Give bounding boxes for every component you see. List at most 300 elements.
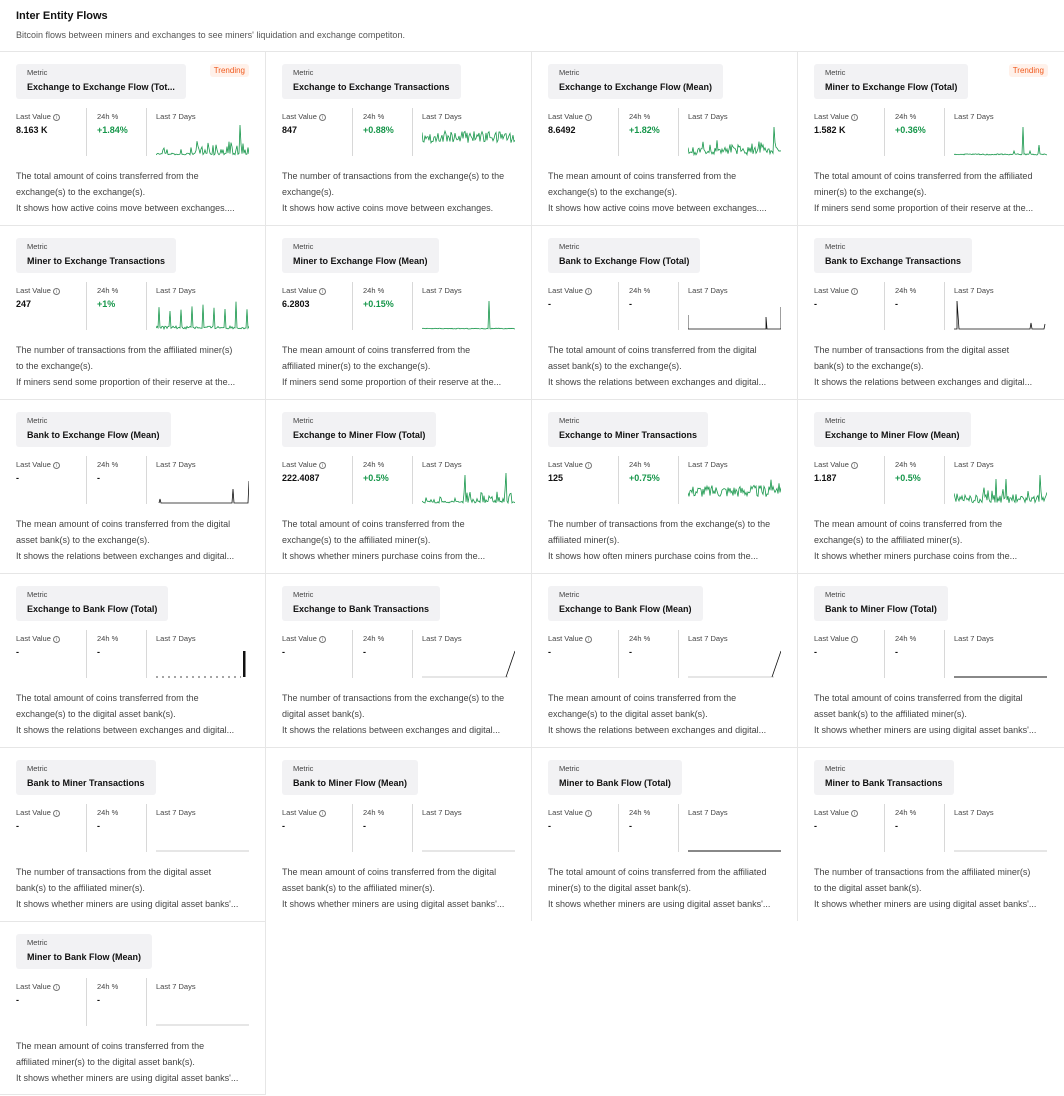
sparkline-chart [156,298,249,330]
last-value-label-text: Last Value [282,112,317,121]
metric-title-box[interactable] [814,238,972,273]
info-icon[interactable]: i [851,810,858,817]
last-7-days-label: Last 7 Days [954,460,994,469]
description-line: It shows the relations between exchanges and digital... [814,377,1033,387]
divider [884,108,885,156]
info-icon[interactable]: i [319,462,326,469]
metric-card[interactable] [266,399,532,573]
metric-caption: Metric [27,938,48,947]
description-line: exchange(s) to the exchange(s). [548,187,678,197]
divider [944,282,945,330]
sparkline-chart [156,820,249,852]
last-value-label-text: Last Value [16,286,51,295]
divider [352,456,353,504]
last-value: - [814,647,817,657]
description-line: asset bank(s) to the exchange(s). [548,361,682,371]
description-line: exchange(s) to the exchange(s). [16,187,146,197]
last-value: - [548,299,551,309]
last-value: 1.187 [814,473,837,483]
metric-name: Miner to Bank Flow (Total) [559,778,671,788]
description-line: The total amount of coins transferred from the [16,171,199,181]
divider [146,630,147,678]
info-icon[interactable]: i [851,636,858,643]
last-value-label-text: Last Value [814,286,849,295]
info-icon[interactable]: i [585,462,592,469]
divider [146,978,147,1026]
metric-card[interactable] [0,921,266,1095]
divider [86,108,87,156]
info-icon[interactable]: i [585,288,592,295]
divider [86,282,87,330]
divider [86,804,87,852]
metric-caption: Metric [825,416,846,425]
description-line: It shows the relations between exchanges and digital... [548,377,767,387]
info-icon[interactable]: i [53,984,60,991]
metric-description [548,690,782,738]
metric-title-box[interactable] [814,760,954,795]
divider [678,804,679,852]
divider [884,282,885,330]
description-line: The number of transactions from the affiliated miner(s) [16,345,233,355]
last-value-label [548,808,592,817]
last-value: 6.2803 [282,299,310,309]
description-line: It shows whether miners are using digital asset banks'... [282,899,505,909]
description-line: The mean amount of coins transferred from the digital [16,519,231,529]
last-value-label [282,808,326,817]
last-7-days-label: Last 7 Days [954,634,994,643]
change-24h-value: +1.82% [629,125,660,135]
metric-title-box[interactable] [16,412,171,447]
change-24h-label: 24h % [97,634,119,643]
last-value-label-text: Last Value [814,808,849,817]
metric-name: Exchange to Bank Flow (Mean) [559,604,692,614]
change-24h-label: 24h % [97,808,119,817]
description-line: It shows the relations between exchanges and digital... [282,725,501,735]
change-24h-label: 24h % [97,460,119,469]
description-line: It shows whether miners purchase coins from the... [814,551,1018,561]
last-value-label-text: Last Value [16,112,51,121]
metric-title-box[interactable] [548,238,700,273]
description-line: asset bank(s) to the affiliated miner(s). [814,709,967,719]
sparkline-chart [954,646,1047,678]
metric-title-box[interactable] [282,64,461,99]
metric-card[interactable] [266,573,532,747]
change-24h-value: - [97,821,100,831]
metric-name: Exchange to Miner Transactions [559,430,698,440]
metric-caption: Metric [293,764,314,773]
last-value-label [548,634,592,643]
last-value: 8.6492 [548,125,576,135]
last-value-label [814,634,858,643]
metric-card[interactable] [266,225,532,399]
metric-name: Bank to Miner Flow (Mean) [293,778,408,788]
metric-name: Miner to Bank Flow (Mean) [27,952,142,962]
metric-card[interactable] [798,225,1064,399]
metric-name: Exchange to Bank Transactions [293,604,430,614]
change-24h-label: 24h % [97,982,119,991]
metric-caption: Metric [559,242,580,251]
description-line: miner(s) to the exchange(s). [814,187,927,197]
description-line: digital asset bank(s). [282,709,365,719]
metric-card[interactable] [0,399,266,573]
divider [412,804,413,852]
change-24h-value: - [895,647,898,657]
metric-caption: Metric [559,68,580,77]
info-icon[interactable]: i [53,288,60,295]
change-24h-value: - [895,821,898,831]
metric-description [814,690,1048,738]
divider [884,630,885,678]
metric-name: Miner to Exchange Flow (Mean) [293,256,428,266]
sparkline-chart [688,820,781,852]
divider [86,978,87,1026]
metric-card[interactable] [266,51,532,225]
last-value-label-text: Last Value [16,634,51,643]
change-24h-label: 24h % [97,286,119,295]
sparkline-chart [422,820,515,852]
last-7-days-label: Last 7 Days [422,286,462,295]
last-7-days-label: Last 7 Days [422,112,462,121]
last-value: - [548,821,551,831]
description-line: It shows the relations between exchanges and digital... [548,725,767,735]
info-icon[interactable]: i [851,114,858,121]
description-line: The total amount of coins transferred from the [282,519,465,529]
metric-name: Exchange to Exchange Transactions [293,82,450,92]
page-subtitle: Bitcoin flows between miners and exchanges to see miners' liquidation and exchange competiton. [16,30,405,40]
description-line: to the digital asset bank(s). [814,883,922,893]
divider [352,282,353,330]
sparkline-chart [954,298,1047,330]
description-line: affiliated miner(s) to the exchange(s). [282,361,431,371]
metric-title-box[interactable] [814,412,971,447]
metric-card[interactable] [0,747,266,921]
last-value: 847 [282,125,298,135]
change-24h-value: +1.84% [97,125,128,135]
divider [678,282,679,330]
metric-title-box[interactable] [16,64,186,99]
description-line: exchange(s) to the digital asset bank(s). [16,709,176,719]
last-value-label [814,808,858,817]
divider [618,804,619,852]
metric-description [16,516,250,564]
description-line: The total amount of coins transferred from the affiliated [814,171,1033,181]
description-line: exchange(s) to the affiliated miner(s). [282,535,431,545]
divider [678,108,679,156]
metric-card[interactable] [798,573,1064,747]
metric-name: Exchange to Exchange Flow (Mean) [559,82,713,92]
last-value: - [16,647,19,657]
metric-name: Bank to Miner Flow (Total) [825,604,937,614]
divider [146,804,147,852]
change-24h-value: +0.15% [363,299,394,309]
sparkline-chart [688,124,781,156]
metric-title-box[interactable] [548,64,723,99]
divider [678,456,679,504]
metric-title-box[interactable] [548,586,703,621]
description-line: It shows whether miners are using digital asset banks'... [814,899,1037,909]
description-line: The number of transactions from the digital asset [814,345,1010,355]
metric-title-box[interactable] [282,238,439,273]
description-line: If miners send some proportion of their reserve at the... [282,377,502,387]
description-line: The total amount of coins transferred from the affiliated [548,867,767,877]
description-line: The mean amount of coins transferred from the [814,519,1003,529]
last-value-label [16,112,60,121]
description-line: It shows whether miners are using digital asset banks'... [16,1073,239,1083]
metric-description [548,864,782,912]
metric-name: Bank to Exchange Flow (Mean) [27,430,160,440]
metric-caption: Metric [559,764,580,773]
info-icon[interactable]: i [585,114,592,121]
last-value-label-text: Last Value [16,460,51,469]
metric-caption: Metric [293,590,314,599]
sparkline-chart [422,298,515,330]
description-line: It shows the relations between exchanges and digital... [16,551,235,561]
info-icon[interactable]: i [851,288,858,295]
description-line: It shows how often miners purchase coins from the... [548,551,759,561]
metric-name: Miner to Bank Transactions [825,778,943,788]
metric-name: Exchange to Exchange Flow (Tot... [27,82,175,92]
last-value-label [282,112,326,121]
change-24h-value: - [895,299,898,309]
description-line: asset bank(s) to the affiliated miner(s). [282,883,435,893]
change-24h-label: 24h % [895,112,917,121]
metric-title-box[interactable] [16,586,168,621]
last-7-days-label: Last 7 Days [688,286,728,295]
divider [618,456,619,504]
change-24h-value: +1% [97,299,116,309]
metric-title-box[interactable] [814,586,948,621]
metric-description [282,690,516,738]
metric-caption: Metric [27,68,48,77]
change-24h-value: - [97,473,100,483]
divider [146,456,147,504]
change-24h-label: 24h % [629,286,651,295]
sparkline-chart [954,124,1047,156]
metric-card[interactable] [266,747,532,921]
sparkline-chart [954,472,1047,504]
last-value-label-text: Last Value [814,112,849,121]
metric-title-box[interactable] [16,760,156,795]
description-line: exchange(s). [282,187,335,197]
change-24h-label: 24h % [629,808,651,817]
divider [884,456,885,504]
change-24h-label: 24h % [895,286,917,295]
info-icon[interactable]: i [851,462,858,469]
metric-card[interactable] [0,51,266,225]
info-icon[interactable]: i [53,114,60,121]
metric-card[interactable] [798,51,1064,225]
description-line: If miners send some proportion of their reserve at the... [814,203,1034,213]
last-value-label-text: Last Value [814,460,849,469]
metric-card[interactable] [532,51,798,225]
last-value-label [16,982,60,991]
info-icon[interactable]: i [585,810,592,817]
metric-caption: Metric [293,242,314,251]
divider [944,456,945,504]
metric-title-box[interactable] [16,934,152,969]
divider [618,108,619,156]
divider [944,804,945,852]
description-line: bank(s) to the exchange(s). [814,361,924,371]
metric-description [548,342,782,390]
description-line: The mean amount of coins transferred from the [548,171,737,181]
divider [618,282,619,330]
last-value-label-text: Last Value [16,982,51,991]
last-7-days-label: Last 7 Days [156,286,196,295]
metric-name: Exchange to Bank Flow (Total) [27,604,158,614]
change-24h-value: - [97,995,100,1005]
change-24h-value: - [363,647,366,657]
info-icon[interactable]: i [53,636,60,643]
metric-description [814,516,1048,564]
description-line: exchange(s) to the digital asset bank(s). [548,709,708,719]
metric-title-box[interactable] [548,760,682,795]
metric-title-box[interactable] [282,586,440,621]
sparkline-chart [688,298,781,330]
metric-description [16,342,250,390]
description-line: The number of transactions from the exchange(s) to the [282,693,505,703]
description-line: It shows whether miners purchase coins from the... [282,551,486,561]
metric-title-box[interactable] [814,64,968,99]
divider [412,456,413,504]
last-value: - [16,473,19,483]
last-value: - [16,995,19,1005]
last-7-days-label: Last 7 Days [954,808,994,817]
last-value-label-text: Last Value [282,808,317,817]
metric-caption: Metric [27,764,48,773]
description-line: It shows whether miners are using digital asset banks'... [16,899,239,909]
metric-title-box[interactable] [16,238,176,273]
metric-description [282,342,516,390]
description-line: exchange(s) to the affiliated miner(s). [814,535,963,545]
sparkline-chart [156,472,249,504]
sparkline-chart [156,994,249,1026]
divider [884,804,885,852]
divider [944,108,945,156]
info-icon[interactable]: i [319,636,326,643]
divider [412,282,413,330]
metric-description [16,690,250,738]
description-line: The mean amount of coins transferred from the [282,345,471,355]
last-7-days-label: Last 7 Days [156,634,196,643]
change-24h-label: 24h % [895,460,917,469]
last-value-label-text: Last Value [814,634,849,643]
change-24h-label: 24h % [363,286,385,295]
change-24h-label: 24h % [363,112,385,121]
last-value-label-text: Last Value [548,634,583,643]
metric-card[interactable] [0,573,266,747]
metric-title-box[interactable] [282,412,436,447]
change-24h-label: 24h % [363,808,385,817]
metric-caption: Metric [27,242,48,251]
change-24h-value: - [363,821,366,831]
description-line: If miners send some proportion of their reserve at the... [16,377,236,387]
metric-name: Exchange to Miner Flow (Total) [293,430,426,440]
last-value: - [16,821,19,831]
metric-caption: Metric [293,68,314,77]
metric-name: Exchange to Miner Flow (Mean) [825,430,960,440]
trending-badge: Trending [1009,64,1048,77]
metric-card[interactable] [798,747,1064,921]
description-line: It shows how active coins move between exchanges. [282,203,494,213]
info-icon[interactable]: i [585,636,592,643]
last-7-days-label: Last 7 Days [688,112,728,121]
change-24h-label: 24h % [363,460,385,469]
last-7-days-label: Last 7 Days [156,112,196,121]
divider [86,630,87,678]
description-line: The mean amount of coins transferred from the digital [282,867,497,877]
sparkline-chart [156,646,249,678]
page-title: Inter Entity Flows [16,10,108,22]
last-value-label-text: Last Value [548,112,583,121]
divider [352,804,353,852]
last-7-days-label: Last 7 Days [156,982,196,991]
change-24h-value: +0.75% [629,473,660,483]
divider [86,456,87,504]
metric-card[interactable] [798,399,1064,573]
description-line: The total amount of coins transferred from the [16,693,199,703]
last-value-label [548,460,592,469]
metric-name: Miner to Exchange Transactions [27,256,166,266]
description-line: The mean amount of coins transferred from the [548,693,737,703]
metric-name: Bank to Exchange Flow (Total) [559,256,690,266]
last-7-days-label: Last 7 Days [156,808,196,817]
last-value: 222.4087 [282,473,320,483]
metric-grid [0,51,1064,1095]
metric-caption: Metric [825,68,846,77]
last-value-label [548,286,592,295]
metric-card[interactable] [532,399,798,573]
description-line: The number of transactions from the exchange(s) to the [282,171,505,181]
metric-caption: Metric [293,416,314,425]
change-24h-label: 24h % [895,808,917,817]
change-24h-value: +0.88% [363,125,394,135]
description-line: to the exchange(s). [16,361,94,371]
description-line: The total amount of coins transferred from the digital [548,345,757,355]
info-icon[interactable]: i [53,810,60,817]
last-7-days-label: Last 7 Days [954,286,994,295]
metric-title-box[interactable] [548,412,708,447]
sparkline-chart [688,646,781,678]
last-7-days-label: Last 7 Days [954,112,994,121]
last-value-label [282,286,326,295]
description-line: The number of transactions from the exchange(s) to the [548,519,771,529]
info-icon[interactable]: i [319,114,326,121]
info-icon[interactable]: i [319,810,326,817]
metric-description [814,168,1048,216]
metric-card[interactable] [532,747,798,921]
change-24h-label: 24h % [629,634,651,643]
metric-title-box[interactable] [282,760,418,795]
metric-card[interactable] [532,573,798,747]
last-7-days-label: Last 7 Days [422,634,462,643]
last-value-label [548,112,592,121]
change-24h-value: +0.5% [363,473,389,483]
metric-description [282,864,516,912]
trending-badge: Trending [210,64,249,77]
metric-caption: Metric [559,590,580,599]
sparkline-chart [954,820,1047,852]
metric-card[interactable] [0,225,266,399]
metric-name: Bank to Exchange Transactions [825,256,962,266]
info-icon[interactable]: i [319,288,326,295]
metric-description [16,1038,250,1086]
last-value: - [282,821,285,831]
metric-card[interactable] [532,225,798,399]
description-line: It shows whether miners are using digital asset banks'... [814,725,1037,735]
info-icon[interactable]: i [53,462,60,469]
description-line: bank(s) to the affiliated miner(s). [16,883,145,893]
